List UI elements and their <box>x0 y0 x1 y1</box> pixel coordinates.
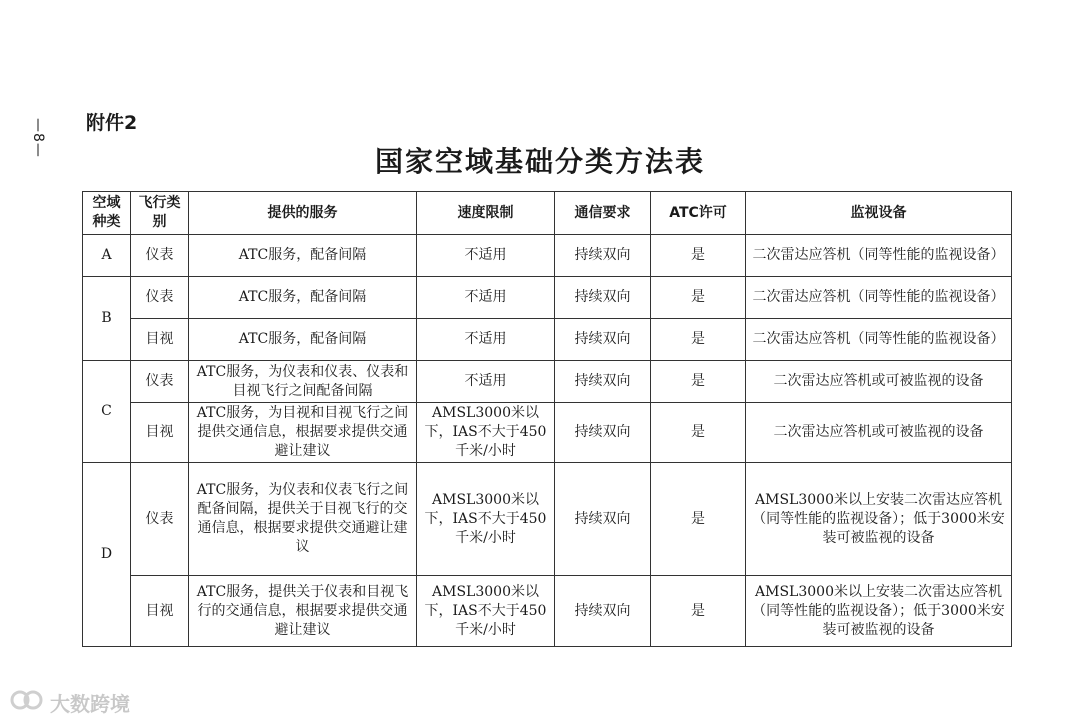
flight-category-cell: 目视 <box>131 403 189 463</box>
atc-cell: 是 <box>651 361 746 403</box>
speed-cell: AMSL3000米以下，IAS不大于450千米/小时 <box>417 463 555 576</box>
comm-cell: 持续双向 <box>555 235 651 277</box>
comm-cell: 持续双向 <box>555 277 651 319</box>
surveillance-cell: AMSL3000米以上安装二次雷达应答机（同等性能的监视设备）；低于3000米安装可被监视的设备 <box>746 576 1012 647</box>
atc-cell: 是 <box>651 277 746 319</box>
page-title: 国家空域基础分类方法表 <box>374 145 705 178</box>
atc-cell: 是 <box>651 576 746 647</box>
atc-cell: 是 <box>651 403 746 463</box>
surveillance-cell: 二次雷达应答机或可被监视的设备 <box>746 403 1012 463</box>
speed-cell: 不适用 <box>417 277 555 319</box>
comm-cell: 持续双向 <box>555 576 651 647</box>
header-comm-requirement: 通信要求 <box>555 192 651 235</box>
service-cell: ATC服务，提供关于仪表和目视飞行的交通信息，根据要求提供交通避让建议 <box>189 576 417 647</box>
atc-cell: 是 <box>651 463 746 576</box>
page-number: —8— <box>30 118 46 158</box>
table-row <box>83 277 1012 319</box>
airspace-class-cell: C <box>83 361 131 463</box>
flight-category-cell: 仪表 <box>131 361 189 403</box>
header-speed-limit: 速度限制 <box>417 192 555 235</box>
table-row <box>83 319 1012 361</box>
watermark <box>10 688 130 717</box>
speed-cell: 不适用 <box>417 361 555 403</box>
service-cell: ATC服务，配备间隔 <box>189 277 417 319</box>
flight-category-cell: 目视 <box>131 319 189 361</box>
speed-cell: AMSL3000米以下，IAS不大于450千米/小时 <box>417 403 555 463</box>
watermark-text: 大数跨境 <box>50 692 130 716</box>
comm-cell: 持续双向 <box>555 403 651 463</box>
table-row <box>83 403 1012 463</box>
header-atc-clearance: ATC许可 <box>651 192 746 235</box>
airspace-class-cell: D <box>83 463 131 647</box>
flight-category-cell: 仪表 <box>131 277 189 319</box>
surveillance-cell: 二次雷达应答机（同等性能的监视设备） <box>746 235 1012 277</box>
flight-category-cell: 目视 <box>131 576 189 647</box>
surveillance-cell: 二次雷达应答机（同等性能的监视设备） <box>746 319 1012 361</box>
flight-category-cell: 仪表 <box>131 463 189 576</box>
header-airspace-type: 空域种类 <box>83 192 131 235</box>
table-row <box>83 463 1012 576</box>
atc-cell: 是 <box>651 319 746 361</box>
surveillance-cell: 二次雷达应答机（同等性能的监视设备） <box>746 277 1012 319</box>
service-cell: ATC服务，为仪表和仪表飞行之间配备间隔，提供关于目视飞行的交通信息，根据要求提供交通避让建议 <box>189 463 417 576</box>
airspace-class-cell: B <box>83 277 131 361</box>
service-cell: ATC服务，为目视和目视飞行之间提供交通信息，根据要求提供交通避让建议 <box>189 403 417 463</box>
airspace-class-cell: A <box>83 235 131 277</box>
comm-cell: 持续双向 <box>555 361 651 403</box>
flight-category-cell: 仪表 <box>131 235 189 277</box>
speed-cell: AMSL3000米以下，IAS不大于450千米/小时 <box>417 576 555 647</box>
comm-cell: 持续双向 <box>555 463 651 576</box>
surveillance-cell: 二次雷达应答机或可被监视的设备 <box>746 361 1012 403</box>
speed-cell: 不适用 <box>417 319 555 361</box>
comm-cell: 持续双向 <box>555 319 651 361</box>
table-row <box>83 235 1012 277</box>
attachment-label: 附件2 <box>86 112 138 134</box>
atc-cell: 是 <box>651 235 746 277</box>
table-header-row <box>83 192 1012 235</box>
table-row <box>83 361 1012 403</box>
service-cell: ATC服务，为仪表和仪表、仪表和目视飞行之间配备间隔 <box>189 361 417 403</box>
header-surveillance: 监视设备 <box>746 192 1012 235</box>
surveillance-cell: AMSL3000米以上安装二次雷达应答机（同等性能的监视设备）；低于3000米安装可被监视的设备 <box>746 463 1012 576</box>
header-flight-category: 飞行类别 <box>131 192 189 235</box>
table-row <box>83 576 1012 647</box>
service-cell: ATC服务，配备间隔 <box>189 235 417 277</box>
watermark-logo-icon <box>10 688 44 717</box>
airspace-classification-table <box>82 191 1012 647</box>
service-cell: ATC服务，配备间隔 <box>189 319 417 361</box>
header-service: 提供的服务 <box>189 192 417 235</box>
speed-cell: 不适用 <box>417 235 555 277</box>
